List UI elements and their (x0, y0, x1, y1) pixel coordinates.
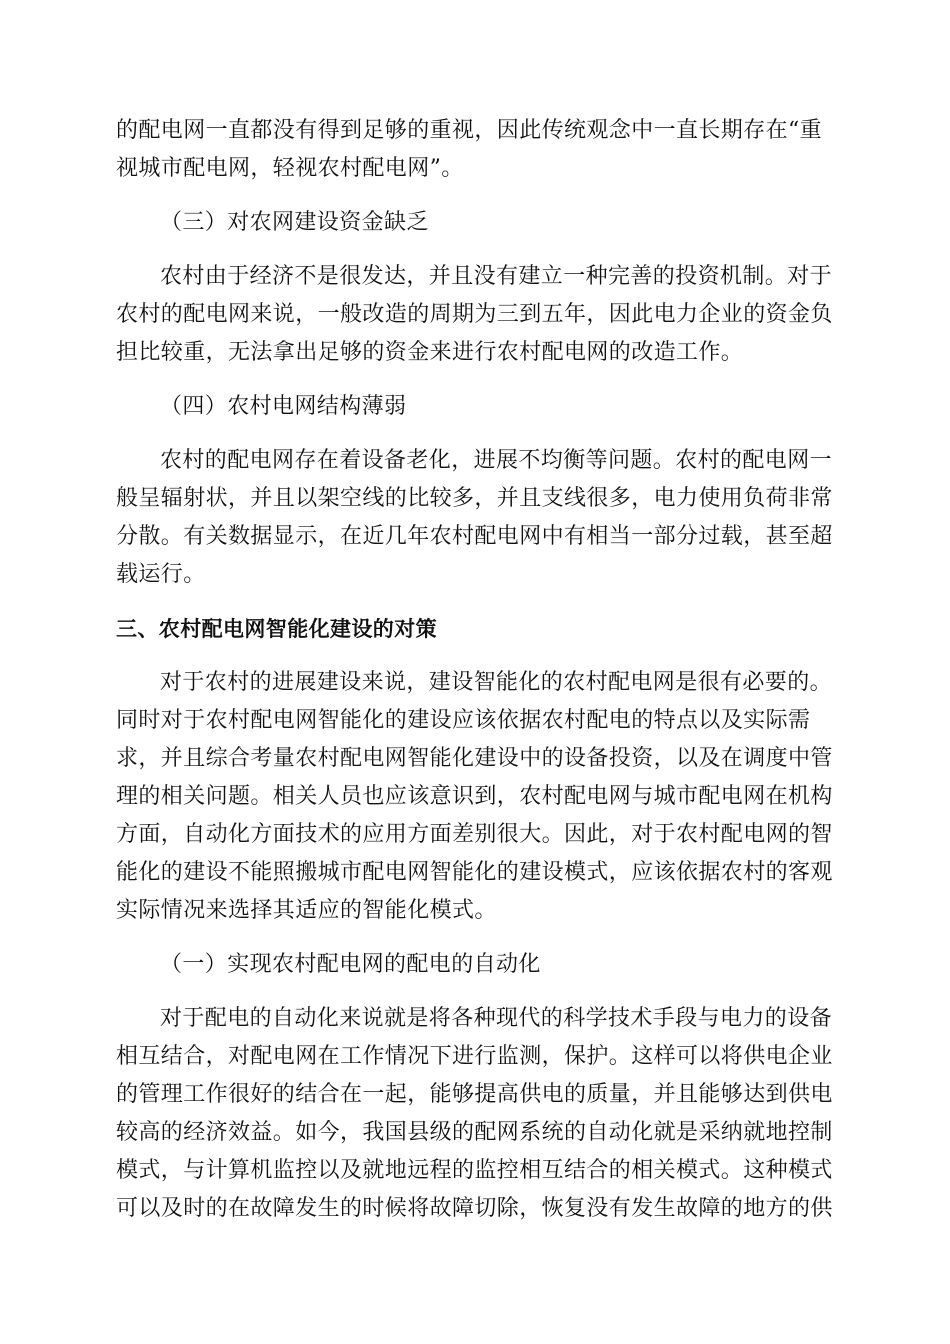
paragraph-line: 同时对于农村配电网智能化的建设应该依据农村配电的特点以及实际需 (116, 708, 811, 733)
paragraph-line: 求，并且综合考量农村配电网智能化建设中的设备投资，以及在调度中管 (116, 746, 833, 771)
block-spacer (116, 594, 834, 610)
paragraph-line: 农村由于经济不是很发达，并且没有建立一种完善的投资机制。对于 (160, 264, 833, 289)
paragraph-line: 模式，与计算机监控以及就地远程的监控相互结合的相关模式。这种模式 (116, 1158, 833, 1183)
heading-text: 三、农村配电网智能化建设的对策 (116, 617, 437, 641)
paragraph-line: 农村的配电网存在着设备老化，进展不均衡等问题。农村的配电网一 (160, 448, 833, 473)
body-paragraph (116, 442, 834, 594)
subheading-text: （四）农村电网结构薄弱 (160, 394, 407, 419)
paragraph-line: 对于农村的进展建设来说，建设智能化的农村配电网是很有必要的。 (160, 670, 833, 695)
section-subheading (116, 946, 834, 984)
paragraph-line: 担比较重，无法拿出足够的资金来进行农村配电网的改造工作。 (116, 340, 744, 365)
paragraph-line: 可以及时的在故障发生的时候将故障切除，恢复没有发生故障的地方的供 (116, 1196, 833, 1221)
paragraph-line: 理的相关问题。相关人员也应该意识到，农村配电网与城市配电网在机构 (116, 784, 833, 809)
paragraph-line: 般呈辐射状，并且以架空线的比较多，并且支线很多，电力使用负荷非常 (116, 486, 833, 511)
paragraph-line: 的配电网一直都没有得到足够的重视，因此传统观念中一直长期存在“重 (116, 118, 823, 143)
paragraph-line: 载运行。 (116, 562, 206, 587)
block-spacer (116, 188, 834, 204)
body-paragraph (116, 258, 834, 372)
block-spacer (116, 648, 834, 664)
block-spacer (116, 984, 834, 1000)
body-paragraph (116, 1000, 834, 1228)
paragraph-line: 能化的建设不能照搬城市配电网智能化的建设模式，应该依据农村的客观 (116, 860, 833, 885)
block-spacer (116, 930, 834, 946)
subheading-text: （一）实现农村配电网的配电的自动化 (160, 952, 541, 977)
paragraph-line: 相互结合，对配电网在工作情况下进行监测，保护。这样可以将供电企业 (116, 1044, 833, 1069)
section-subheading (116, 204, 834, 242)
section-heading (116, 610, 834, 648)
block-spacer (116, 372, 834, 388)
body-paragraph (116, 664, 834, 930)
paragraph-line: 农村的配电网来说，一般改造的周期为三到五年，因此电力企业的资金负 (116, 302, 833, 327)
paragraph-line: 方面，自动化方面技术的应用方面差别很大。因此，对于农村配电网的智 (116, 822, 833, 847)
paragraph-line: 实际情况来选择其适应的智能化模式。 (116, 898, 497, 923)
subheading-text: （三）对农网建设资金缺乏 (160, 210, 429, 235)
paragraph-line: 分散。有关数据显示，在近几年农村配电网中有相当一部分过载，甚至超 (116, 524, 833, 549)
paragraph-line: 的管理工作很好的结合在一起，能够提高供电的质量，并且能够达到供电 (116, 1082, 833, 1107)
body-paragraph (116, 112, 834, 188)
section-subheading (116, 388, 834, 426)
paragraph-line: 较高的经济效益。如今，我国县级的配网系统的自动化就是采纳就地控制 (116, 1120, 833, 1145)
page-content (116, 112, 834, 1228)
paragraph-line: 对于配电的自动化来说就是将各种现代的科学技术手段与电力的设备 (160, 1006, 833, 1031)
paragraph-line: 视城市配电网，轻视农村配电网”。 (116, 156, 464, 181)
block-spacer (116, 242, 834, 258)
block-spacer (116, 426, 834, 442)
